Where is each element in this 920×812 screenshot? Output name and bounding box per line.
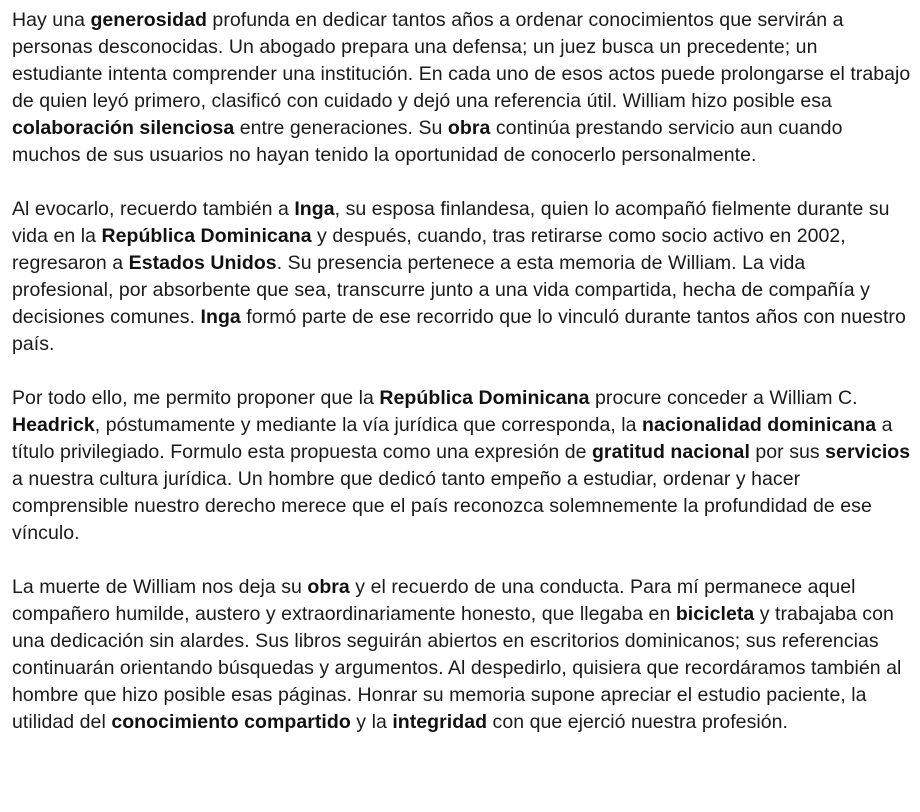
bold-phrase: bicicleta [675, 603, 755, 625]
text-run: procure conceder a William C. [589, 387, 858, 409]
paragraph [12, 385, 912, 547]
bold-phrase: generosidad [90, 9, 207, 31]
bold-phrase: obra [447, 117, 491, 139]
text-run: y la [350, 711, 393, 733]
bold-phrase: República Dominicana [101, 225, 312, 247]
text-run: . Su presencia pertenece a esta memoria de William. La vida profesional, por absorbente que sea, transcurre junto a una vida compartida, hecha de compañía y decisiones comunes. [12, 252, 870, 328]
paragraph [12, 574, 912, 736]
bold-phrase: colaboración silenciosa [12, 117, 235, 139]
bold-phrase: gratitud nacional [591, 441, 750, 463]
paragraph [12, 196, 912, 358]
text-run: y trabajaba con una dedicación sin alardes. Sus libros seguirán abiertos en escritorios dominicanos; sus referencias continuarán orientando búsquedas y argumentos. Al despedirlo, quisiera que recordáramos también al hombre que hizo posible esas páginas. Honrar su memoria supone apreciar el estudio paciente, la utilidad del [12, 603, 902, 733]
bold-phrase: servicios [825, 441, 911, 463]
bold-phrase: obra [307, 576, 350, 598]
bold-phrase: Headrick [12, 414, 95, 436]
text-run: Al evocarlo, recuerdo también a [12, 198, 295, 220]
paragraph [12, 7, 912, 169]
text-run: por sus [749, 441, 826, 463]
bold-phrase: integridad [392, 711, 488, 733]
bold-phrase: Inga [294, 198, 335, 220]
text-run: formó parte de ese recorrido que lo vinculó durante tantos años con nuestro país. [12, 306, 906, 355]
text-run: , su esposa finlandesa, quien lo acompañó fielmente durante su vida en la [12, 198, 890, 247]
text-run: , póstumamente y mediante la vía jurídica que corresponda, la [94, 414, 643, 436]
text-run: Hay una [12, 9, 91, 31]
bold-phrase: Inga [200, 306, 241, 328]
text-run: a nuestra cultura jurídica. Un hombre que dedicó tanto empeño a estudiar, ordenar y hacer comprensible nuestro derecho merece que el país reconozca solemnemente la profundidad de ese vínculo. [12, 468, 872, 544]
bold-phrase: Estados Unidos [128, 252, 277, 274]
text-run: Por todo ello, me permito proponer que la [12, 387, 380, 409]
document-body [12, 7, 912, 736]
text-run: profunda en dedicar tantos años a ordenar conocimientos que servirán a personas desconocidas. Un abogado prepara una defensa; un juez busca un precedente; un estudiante intenta comprender una institución. En cada uno de esos actos puede prolongarse el trabajo de quien leyó primero, clasificó con cuidado y dejó una referencia útil. William hizo posible esa [12, 9, 911, 112]
text-run: entre generaciones. Su [234, 117, 448, 139]
text-run: y después, cuando, tras retirarse como socio activo en 2002, regresaron a [12, 225, 846, 274]
bold-phrase: República Dominicana [379, 387, 590, 409]
text-run: con que ejerció nuestra profesión. [487, 711, 789, 733]
text-run: a título privilegiado. Formulo esta propuesta como una expresión de [12, 414, 893, 463]
bold-phrase: conocimiento compartido [111, 711, 351, 733]
text-run: y el recuerdo de una conducta. Para mí permanece aquel compañero humilde, austero y extraordinariamente honesto, que llegaba en [12, 576, 856, 625]
bold-phrase: nacionalidad dominicana [642, 414, 877, 436]
text-run: La muerte de William nos deja su [12, 576, 308, 598]
text-run: continúa prestando servicio aun cuando muchos de sus usuarios no hayan tenido la oportunidad de conocerlo personalmente. [12, 117, 843, 166]
